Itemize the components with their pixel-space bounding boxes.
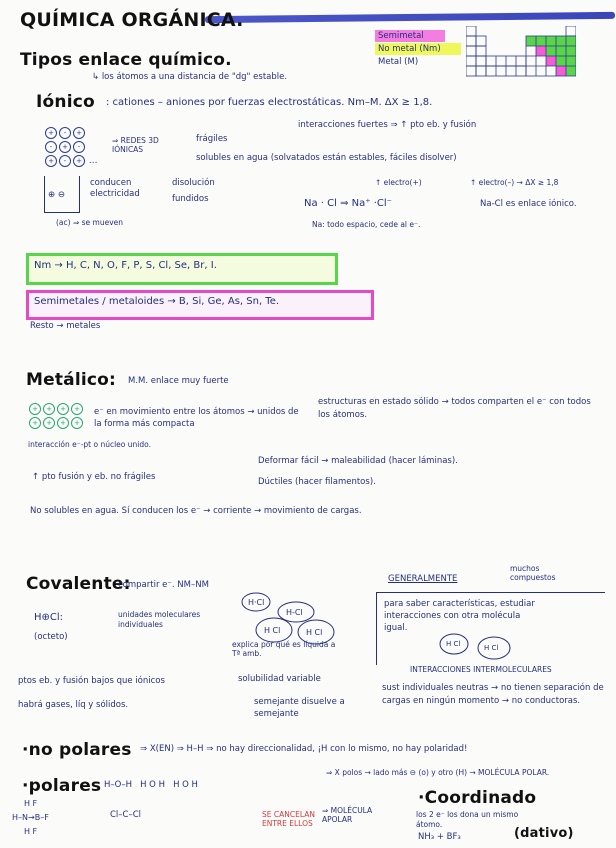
subtitle-note: ↳ los átomos a una distancia de "dg" estable. bbox=[92, 72, 288, 82]
periodic-table-grid bbox=[466, 26, 576, 86]
ionico-interactions: interacciones fuertes ⇒ ↑ pto eb. y fusión bbox=[298, 120, 477, 130]
svg-text:H Cl: H Cl bbox=[264, 626, 281, 635]
periodic-table-sketch bbox=[466, 26, 571, 82]
covalente-definition: compartir e⁻. NM–NM bbox=[118, 580, 209, 590]
ionico-definition: : cationes – aniones por fuerzas electrostáticas. Nm–M. ΔX ≥ 1,8. bbox=[106, 97, 433, 108]
muchos-compuestos: muchos compuestos bbox=[510, 564, 556, 582]
svg-text:H Cl: H Cl bbox=[446, 640, 461, 648]
svg-text:H Cl: H Cl bbox=[306, 628, 323, 637]
nh3-bf3: NH₃ + BF₃ bbox=[418, 832, 461, 842]
svg-text:H F: H F bbox=[24, 799, 38, 808]
water-molecule-chain: H–O–H H O H H O H bbox=[104, 780, 198, 790]
explica-label: explica por qué es líquida a Tª amb. bbox=[232, 640, 336, 658]
cancelan-label: SE CANCELAN ENTRE ELLOS bbox=[262, 810, 315, 828]
na-cl-note: Na-Cl es enlace iónico. bbox=[480, 199, 577, 209]
no-polares-definition: ⇒ X(EN) ⇒ H–H ⇒ no hay direccionalidad, ¡H con lo mismo, no hay polaridad! bbox=[140, 744, 468, 754]
metalico-heading: Metálico: bbox=[26, 370, 117, 390]
na-note: Na: todo espacio, cede al e⁻. bbox=[312, 220, 421, 229]
covalente-ptos: ptos eb. y fusión bajos que iónicos bbox=[18, 676, 165, 686]
interacciones-intermoleculares: INTERACCIONES INTERMOLECULARES bbox=[410, 665, 552, 674]
metalico-estructuras: estructuras en estado sólido → todos comparten el e⁻ con todos los átomos. bbox=[318, 397, 591, 420]
hcl-formula: H⊕Cl: bbox=[34, 612, 64, 623]
bf3-nh3-drawing bbox=[10, 796, 80, 842]
ionic-lattice-drawing: + - + - + - + - + ... bbox=[44, 126, 97, 168]
covalente-sust: sust individuales neutras → no tienen separación de cargas en ningún momento → no conductoras. bbox=[382, 683, 604, 706]
legend-semimetal: Semimetal bbox=[375, 30, 445, 42]
nonmetals-list: Nm → H, C, N, O, F, P, S, Cl, Se, Br, I. bbox=[34, 260, 217, 271]
unidades-label: unidades moleculares individuales bbox=[118, 610, 201, 629]
apolar-label: ⇒ MOLÉCULA APOLAR bbox=[322, 806, 373, 824]
metalico-solubles: No solubles en agua. Sí conducen los e⁻ → corriente → movimiento de cargas. bbox=[30, 506, 362, 516]
svg-text:H Cl: H Cl bbox=[484, 644, 499, 652]
saber-label: para saber características, estudiar interacciones con otra molécula igual. bbox=[384, 599, 535, 633]
metalico-interaccion: interacción e⁻-pt o núcleo unido. bbox=[28, 440, 151, 449]
covalente-solubilidad: solubilidad variable bbox=[238, 674, 321, 684]
electro-minus: ↑ electro(–) → ΔX ≥ 1,8 bbox=[470, 178, 559, 187]
metallic-lattice-drawing: + + + + + + + + bbox=[28, 402, 84, 430]
covalente-heading: Covalente: bbox=[26, 574, 131, 594]
coordinado-definition: los 2 e⁻ los dona un mismo átomo. bbox=[416, 810, 519, 829]
beaker-electrodes: ⊕ ⊖ bbox=[48, 190, 65, 200]
ac-note: (ac) ⇒ se mueven bbox=[56, 218, 124, 227]
ionico-heading: Iónico bbox=[36, 92, 95, 112]
generalmente-label: GENERALMENTE bbox=[388, 574, 458, 584]
resto-label: Resto → metales bbox=[30, 321, 101, 331]
periodic-legend bbox=[375, 30, 461, 68]
electro-plus: ↑ electro(+) bbox=[375, 178, 422, 187]
covalente-habra: habrá gases, líq y sólidos. bbox=[18, 700, 129, 710]
na-cl-equation: Na · Cl ⇒ Na⁺ ·Cl⁻ bbox=[304, 198, 392, 209]
svg-text:H–N→B–F: H–N→B–F bbox=[12, 813, 49, 822]
metalico-fusion: ↑ pto fusión y eb. no frágiles bbox=[32, 472, 156, 482]
metalico-movimiento: e⁻ en movimiento entre los átomos → unidos de la forma más compacta bbox=[94, 407, 299, 429]
page-title: QUÍMICA ORGÁNICA. bbox=[20, 9, 244, 31]
page-subtitle: Tipos enlace químico. bbox=[20, 50, 232, 70]
legend-nometal: No metal (Nm) bbox=[375, 43, 461, 55]
intermolecular-drawing bbox=[436, 628, 526, 664]
polares-heading: ·polares bbox=[22, 776, 102, 796]
dativo-label: (dativo) bbox=[514, 826, 574, 841]
svg-text:H-Cl: H-Cl bbox=[286, 608, 303, 617]
solubles-label: solubles en agua (solvatados están estables, fáciles disolver) bbox=[196, 153, 457, 163]
legend-metal: Metal (M) bbox=[378, 57, 419, 67]
svg-text:H·Cl: H·Cl bbox=[248, 598, 265, 607]
metalico-definition: M.M. enlace muy fuerte bbox=[128, 376, 229, 386]
svg-text:H F: H F bbox=[24, 827, 38, 836]
title-underline bbox=[205, 12, 615, 23]
fundidos-label: fundidos bbox=[172, 194, 209, 204]
no-polares-heading: ·no polares bbox=[22, 740, 132, 760]
metalico-deformar: Deformar fácil → maleabilidad (hacer láminas). bbox=[258, 456, 458, 466]
semimetals-list: Semimetales / metaloides → B, Si, Ge, As, Sn, Te. bbox=[34, 296, 280, 307]
metalico-ductiles: Dúctiles (hacer filamentos). bbox=[258, 477, 376, 487]
disolucion-label: disolución bbox=[172, 178, 215, 188]
redes-label: ⇒ REDES 3D IÓNICAS bbox=[112, 136, 159, 154]
conducen-label: conducen electricidad bbox=[90, 178, 140, 199]
covalente-semejante: semejante disuelve a semejante bbox=[254, 697, 345, 719]
fragiles-label: frágiles bbox=[196, 134, 228, 144]
coordinado-heading: ·Coordinado bbox=[418, 788, 537, 808]
ccl4-drawing: Cl–C–Cl bbox=[110, 810, 142, 820]
polares-definition: ⇒ X polos → lado más ⊖ (o) y otro (H) → MOLÉCULA POLAR. bbox=[326, 768, 550, 777]
octeto-label: (octeto) bbox=[34, 632, 68, 642]
